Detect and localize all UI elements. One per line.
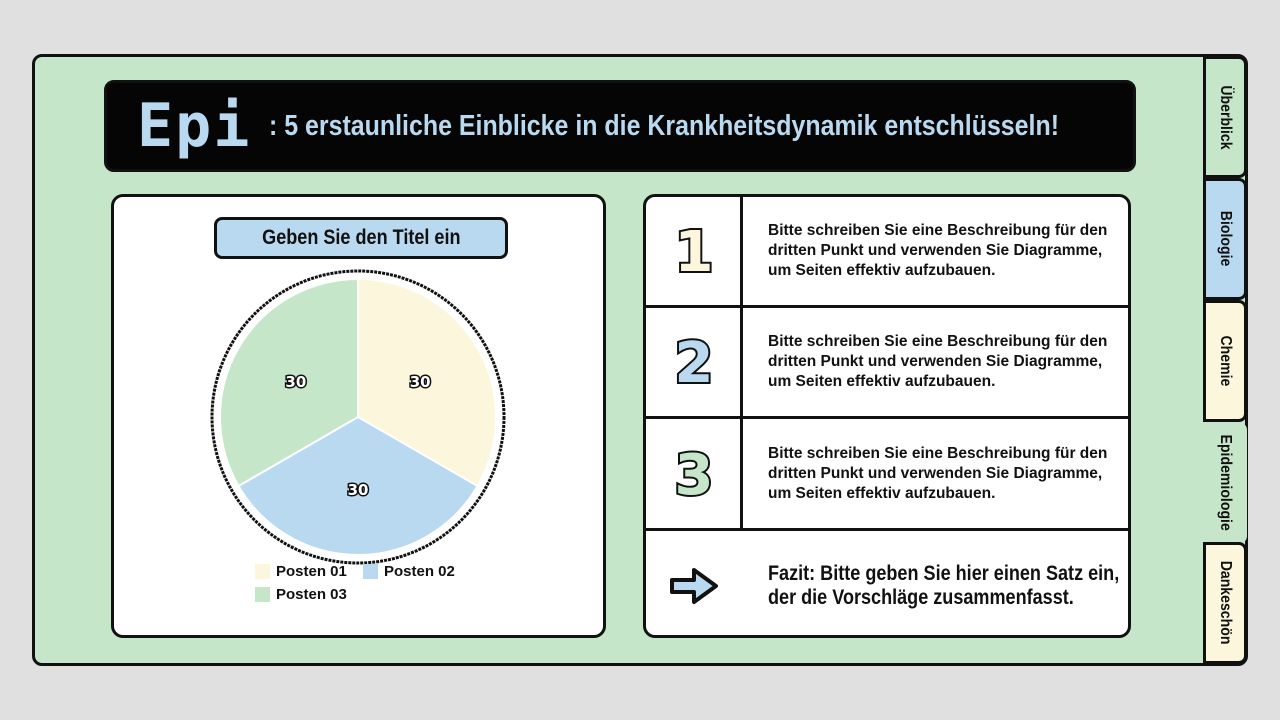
point-text [768,197,1118,305]
point-number: 2 [674,332,714,392]
point-text-3: Bitte schreiben Sie eine Beschreibung für den dritten Punkt und verwenden Sie Diagramme, um Seiten effektiv aufzubauen. [768,444,1108,502]
legend-item-3 [255,586,347,603]
tab-biologie[interactable] [1203,178,1247,300]
point-number: 3 [674,443,714,504]
point-row-2 [646,308,1128,419]
title-bar [104,80,1136,172]
conclusion-row [646,531,1128,638]
point-number: 1 [674,221,714,281]
pie-data-label-3: 30 [285,373,307,392]
tab-dankeschoen[interactable] [1203,542,1247,664]
point-text [768,308,1118,416]
legend-label: Posten 02 [384,563,455,580]
number-2-icon [646,308,742,416]
point-text-1: Bitte schreiben Sie eine Beschreibung für den dritten Punkt und verwenden Sie Diagramme, um Seiten effektiv aufzubauen. [768,222,1108,279]
row-divider [740,308,743,416]
legend-item-1 [255,563,347,580]
tab-chemie[interactable] [1203,300,1247,422]
chart-title: Geben Sie den Titel ein [261,226,461,249]
conclusion-line-2: der die Vorschläge zusammenfasst. [768,586,1074,609]
tab-label: Dankeschön [1217,561,1234,645]
tab-ueberblick[interactable] [1203,56,1247,178]
point-row-3 [646,419,1128,531]
pie-data-label-1: 30 [409,373,431,392]
row-divider [740,419,743,528]
legend-swatch [255,587,270,602]
chart-panel [111,194,606,638]
title-main: Epi [137,91,252,161]
point-text [768,419,1118,528]
number-3-icon [646,419,742,528]
conclusion-text [768,531,1118,638]
tab-label: Epidemiologie [1217,434,1234,532]
chart-title-box[interactable] [214,217,508,259]
tab-epidemiologie[interactable] [1203,422,1247,544]
point-text-2: Bitte schreiben Sie eine Beschreibung für den dritten Punkt und verwenden Sie Diagramme, um Seiten effektiv aufzubauen. [768,333,1108,390]
arrow-right-icon [646,531,742,638]
points-panel [643,194,1131,638]
legend-swatch [255,564,270,579]
point-row-1 [646,197,1128,308]
tab-label: Chemie [1217,335,1234,387]
tab-label: Biologie [1217,211,1234,267]
pie-chart[interactable] [208,267,508,567]
number-1-icon [646,197,742,305]
pie-data-label-2: 30 [347,480,369,499]
row-divider [740,197,743,305]
legend-label: Posten 03 [276,586,347,603]
conclusion-line-1: Fazit: Bitte geben Sie hier einen Satz ein, [768,562,1120,585]
title-subtitle: : 5 erstaunliche Einblicke in die Krankheitsdynamik entschlüsseln! [269,109,1060,142]
legend-item-2 [363,563,455,580]
legend-label: Posten 01 [276,563,347,580]
tab-label: Überblick [1217,84,1234,150]
legend-swatch [363,564,378,579]
